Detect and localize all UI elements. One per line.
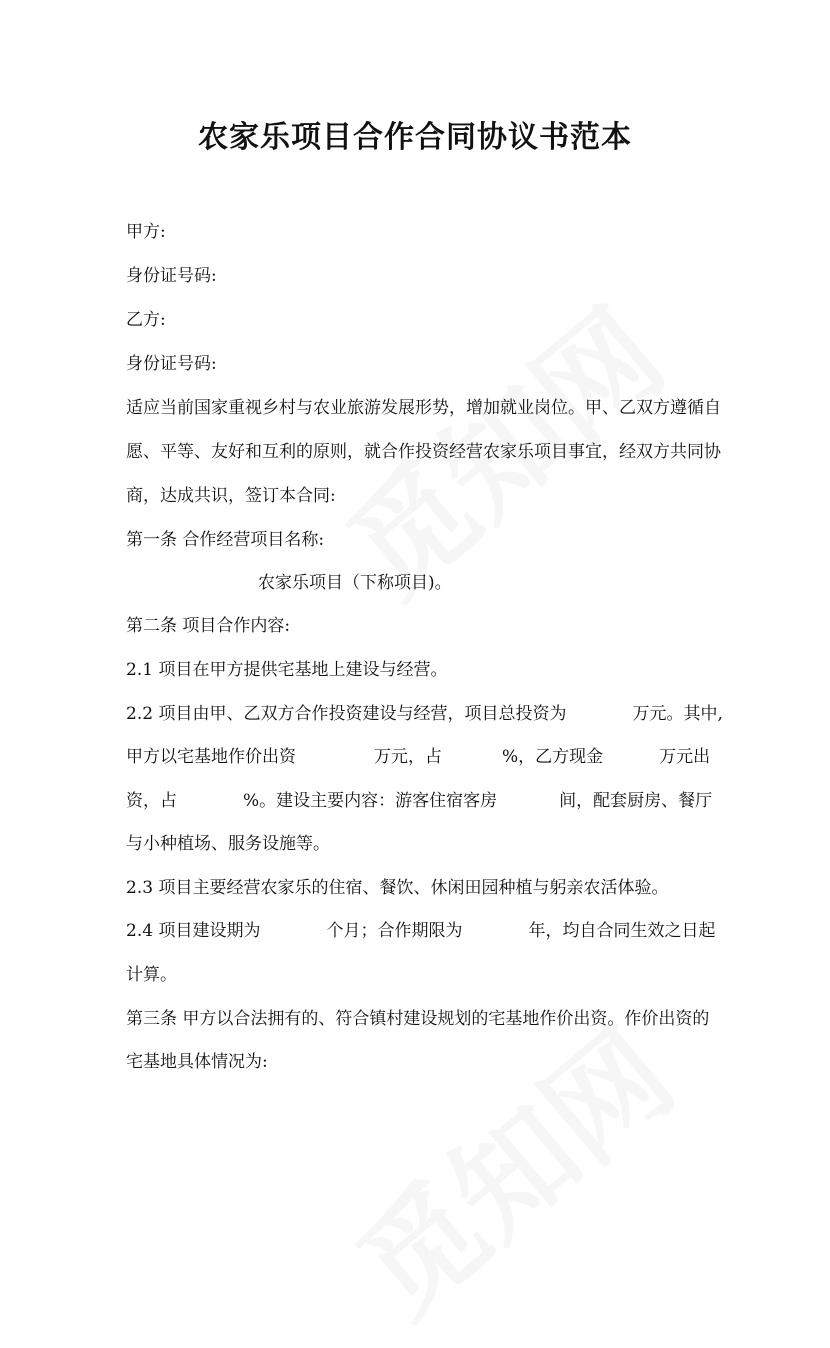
article2-heading: 第二条 项目合作内容:	[126, 616, 291, 636]
intro-line: 适应当前国家重视乡村与农业旅游发展形势，增加就业岗位。甲、乙双方遵循自	[126, 398, 721, 418]
party-b-id-label: 身份证号码:	[126, 354, 217, 374]
party-b-label: 乙方:	[126, 310, 166, 330]
clause-2-4-line1	[126, 920, 715, 942]
clause-text: 万元。其中,	[632, 704, 723, 724]
clause-2-2-line3	[126, 790, 712, 812]
clause-text: 个月；合作期限为	[326, 921, 463, 941]
clause-2-1: 2.1 项目在甲方提供宅基地上建设与经营。	[126, 660, 448, 680]
clause-text: 万元，占	[374, 747, 442, 767]
intro-line: 商，达成共识，签订本合同:	[126, 486, 336, 506]
clause-2-2-line1	[126, 703, 723, 725]
clause-2-3: 2.3 项目主要经营农家乐的住宿、餐饮、休闲田园种植与躬亲农活体验。	[126, 878, 669, 898]
clause-2-4-line2: 计算。	[126, 965, 177, 985]
party-a-label: 甲方:	[126, 222, 166, 242]
clause-text: 资，占	[126, 791, 177, 811]
clause-text: %，乙方现金	[502, 747, 604, 767]
watermark	[317, 984, 703, 1347]
clause-2-2-line2	[126, 746, 710, 768]
clause-text: 年，均自合同生效之日起	[528, 921, 716, 941]
intro-line: 愿、平等、友好和互利的原则，就合作投资经营农家乐项目事宜，经双方共同协	[126, 442, 721, 462]
clause-text: %。建设主要内容：游客住宿客房	[243, 791, 498, 811]
party-a-id-label: 身份证号码:	[126, 266, 217, 286]
clause-text: 2.2 项目由甲、乙双方合作投资建设与经营，项目总投资为	[126, 704, 567, 724]
clause-2-2-line4: 与小种植场、服务设施等。	[126, 834, 330, 854]
article1-heading: 第一条 合作经营项目名称:	[126, 530, 325, 550]
clause-text: 万元出	[659, 747, 711, 767]
article3-line: 第三条 甲方以合法拥有的、符合镇村建设规划的宅基地作价出资。作价出资的	[126, 1009, 710, 1029]
document-title: 农家乐项目合作合同协议书范本	[198, 120, 632, 155]
article3-line: 宅基地具体情况为:	[126, 1052, 268, 1072]
article1-content: 农家乐项目（下称项目)。	[258, 573, 452, 593]
clause-text: 甲方以宅基地作价出资	[126, 747, 296, 767]
clause-text: 间，配套厨房、餐厅	[559, 791, 713, 811]
clause-text: 2.4 项目建设期为	[126, 921, 261, 941]
